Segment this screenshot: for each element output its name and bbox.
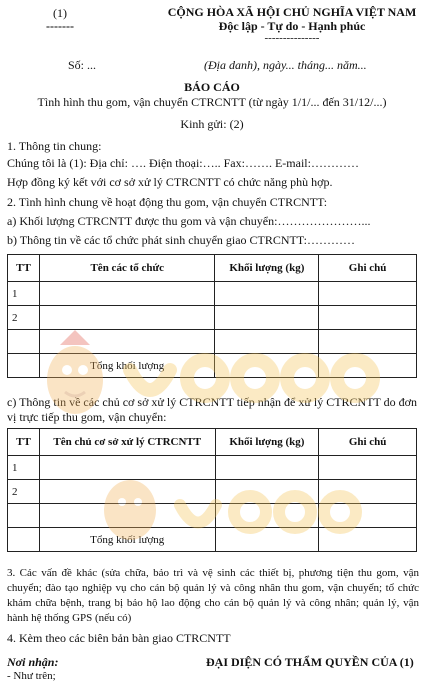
recipient-line: Kinh gửi: (2) <box>180 117 244 131</box>
total-label: Tổng khối lượng <box>39 354 215 378</box>
document-title: BÁO CÁO <box>184 80 240 94</box>
total-label: Tổng khối lượng <box>39 528 215 552</box>
col-header-tt: TT <box>8 255 40 282</box>
table-header-row <box>8 255 417 282</box>
table-row <box>8 504 417 528</box>
organizations-table <box>7 254 417 378</box>
recipients-item: - Như trên; <box>7 670 56 682</box>
table-row <box>8 456 417 480</box>
col-header-name: Tên các tổ chức <box>39 255 215 282</box>
section-4-text: 4. Kèm theo các biên bản bàn giao CTRCNTT <box>7 631 231 645</box>
place-date: (Địa danh), ngày... tháng... năm... <box>204 58 367 72</box>
table-row <box>8 480 417 504</box>
table-header-row <box>8 429 417 456</box>
col-header-tt: TT <box>8 429 40 456</box>
table-row <box>8 306 417 330</box>
row-index: 1 <box>8 282 40 306</box>
row-index <box>8 330 40 354</box>
signer-title: ĐẠI DIỆN CÓ THẨM QUYỀN CỦA (1) <box>206 655 414 669</box>
org-dashes: ------- <box>46 19 74 33</box>
section-2-item-c: c) Thông tin về các chủ cơ sở xử lý CTRCNTT tiếp nhận để xử lý CTRCNTT do đơn vị trực tiếp thu gom, vận chuyển: <box>7 395 417 424</box>
col-header-facility-name: Tên chủ cơ sở xử lý CTRCNTT <box>39 429 215 456</box>
section-3-text: 3. Các vấn đề khác (sửa chữa, bảo trì và vệ sinh các thiết bị, phương tiện thu gom, vận chuyển; đào tạo nghiệp vụ cho cán bộ quản lý và công nhân thu gom, vận chuyển; tổ chức khám chữa bệnh, trang bị bảo hộ lao động cho cán bộ quản lý và công nhân; quản lý, vận hành hệ thống GPS (nếu có) <box>7 567 419 624</box>
org-code: (1) <box>53 6 67 20</box>
section-2-item-a: a) Khối lượng CTRCNTT được thu gom và vận chuyển:…………………... <box>7 214 371 228</box>
national-motto: CỘNG HÒA XÃ HỘI CHỦ NGHĨA VIỆT NAM <box>167 5 417 19</box>
table-total-row <box>8 528 417 552</box>
section-1-line-1: Chúng tôi là (1): Địa chỉ: …. Điện thoại:….. Fax:……. E-mail:………… <box>7 156 359 170</box>
col-header-note: Ghi chú <box>319 429 417 456</box>
document-number: Số: ... <box>68 58 97 72</box>
section-2-heading: 2. Tình hình chung về hoạt động thu gom, vận chuyển CTRCNTT: <box>7 195 328 209</box>
recipients-label: Nơi nhận: <box>7 655 59 669</box>
row-index: 1 <box>8 456 40 480</box>
table-row <box>8 330 417 354</box>
row-index: 2 <box>8 480 40 504</box>
table-row <box>8 282 417 306</box>
section-2-item-b: b) Thông tin về các tổ chức phát sinh chuyển giao CTRCNTT:………… <box>7 233 355 247</box>
col-header-weight: Khối lượng (kg) <box>215 255 319 282</box>
motto-subline: Độc lập - Tự do - Hạnh phúc <box>218 19 366 33</box>
col-header-weight: Khối lượng (kg) <box>215 429 319 456</box>
motto-dashes: --------------- <box>264 32 320 44</box>
row-index <box>8 504 40 528</box>
section-1-heading: 1. Thông tin chung: <box>7 139 102 153</box>
document-subtitle: Tình hình thu gom, vận chuyển CTRCNTT (từ ngày 1/1/... đến 31/12/...) <box>37 95 387 109</box>
treatment-facilities-table <box>7 428 417 552</box>
col-header-note: Ghi chú <box>319 255 417 282</box>
section-1-line-2: Hợp đồng ký kết với cơ sở xử lý CTRCNTT có chức năng phù hợp. <box>7 175 333 189</box>
row-index: 2 <box>8 306 40 330</box>
table-total-row <box>8 354 417 378</box>
